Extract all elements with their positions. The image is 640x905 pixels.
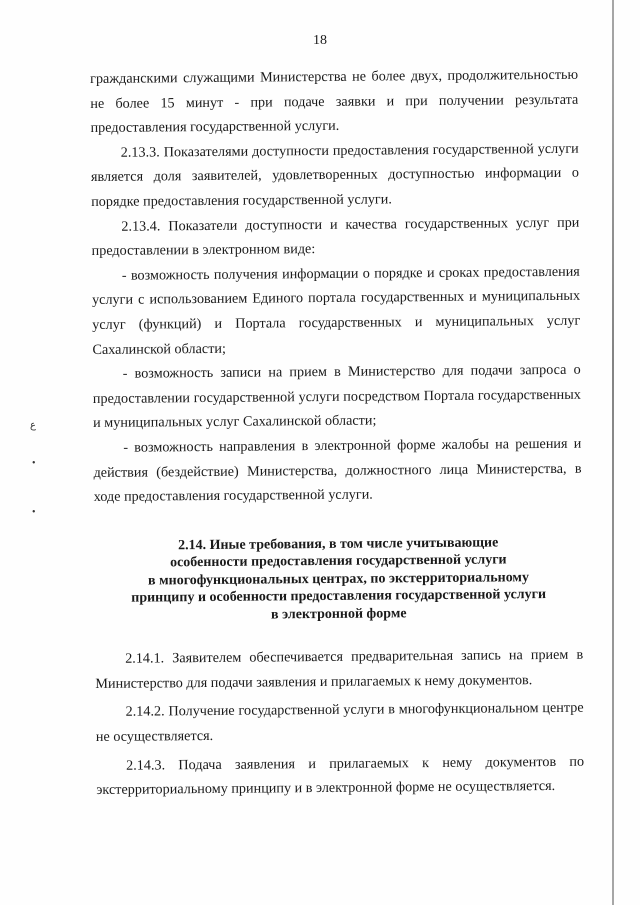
paragraph: 2.14.1. Заявителем обеспечивается предварительная запись на прием в Министерство для подачи заявления и прилагаемых к нему документов. bbox=[95, 646, 584, 692]
heading-line: в электронной форме bbox=[270, 605, 407, 623]
paragraph: 2.14.3. Подача заявления и прилагаемых к нему документов по экстерриториальному принципу и в электронной форме не осуществляется. bbox=[96, 753, 585, 799]
document-body bbox=[90, 63, 584, 803]
section-heading bbox=[94, 533, 583, 625]
heading-line: в многофункциональных центрах, по экстерриториальному bbox=[147, 569, 530, 589]
scan-artifact-dot: • bbox=[32, 507, 36, 518]
list-item-paragraph: - возможность получения информации о порядке и сроках предоставления услуги с использованием Единого портала государственных и муниципальных услуг (функций) и Портала государственных и муниципальных услуг Сахалинской области; bbox=[91, 263, 581, 358]
heading-line: 2.14. Иные требования, в том числе учитывающие bbox=[177, 535, 499, 553]
paragraph: 2.13.4. Показатели доступности и качества государственных услуг при предоставлении в электронном виде: bbox=[91, 214, 580, 260]
scan-artifact-dot: • bbox=[32, 458, 36, 469]
paragraph: гражданскими служащими Министерства не более двух, продолжительностью не более 15 минут - при подаче заявки и при получении результата предоставления государственной услуги. bbox=[90, 66, 579, 137]
paragraph: 2.13.3. Показателями доступности предоставления государственной услуги является доля заявителей, удовлетворенных доступностью информации о порядке предоставления государственной услуги. bbox=[90, 140, 580, 210]
heading-line: принципу и особенности предоставления государственной услуги bbox=[131, 587, 547, 606]
list-item-paragraph: - возможность записи на прием в Министерство для подачи запроса о предоставлении государственной услуги посредством Портала государственных и муниципальных услуг Сахалинской области; bbox=[92, 361, 581, 432]
list-item-paragraph: - возможность направления в электронной форме жалобы на решения и действия (бездействие) Министерства, должностного лица Министерства, в ходе предоставления государственной услуги. bbox=[93, 435, 582, 506]
scan-edge-line bbox=[612, 0, 614, 905]
page-number: 18 bbox=[313, 33, 327, 48]
paragraph: 2.14.2. Получение государственной услуги в многофункциональном центре не осуществляется. bbox=[95, 700, 584, 745]
heading-line: особенности предоставления государственной услуги bbox=[169, 552, 507, 571]
scan-artifact-mark: ع bbox=[30, 420, 36, 431]
